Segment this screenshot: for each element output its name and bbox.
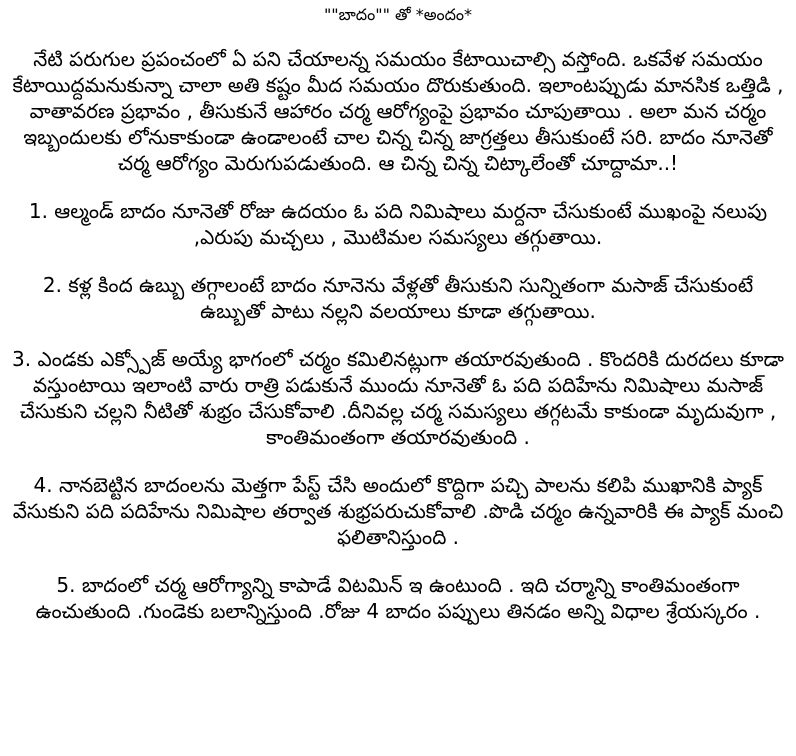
tip-5: 5. బాదంలో చర్మ ఆరోగ్యాన్ని కాపాడే విటమిన్ ఇ ఉంటుంది . ఇది చర్మాన్ని కాంతిమంతంగా ఉంచుతుంది .గుండెకు బలాన్నిస్తుంది .రోజు 4 బాదం పప్పులు తినడం అన్ని విధాల శ్రేయస్కరం . xyxy=(35,573,761,623)
tip-2: 2. కళ్ల కింద ఉబ్బు తగ్గాలంటే బాదం నూనెను వేళ్లతో తీసుకుని సున్నితంగా మసాజ్ చేసుకుంటే ఉబ్బుతో పాటు నల్లని వలయాలు కూడా తగ్గుతాయి. xyxy=(42,273,754,323)
tip-3: 3. ఎండకు ఎక్స్పోజ్ అయ్యే భాగంలో చర్మం కమిలినట్లుగా తయారవుతుంది . కొందరికి దురదలు కూడా వస్తుంటాయి ఇలాంటి వారు రాత్రి పడుకునే ముందు నూనెతో ఓ పది పదిహేను నిమిషాలు మసాజ్ చేసుకుని చల్లని నీటితో శుభ్రం చేసుకోవాలి .దీనివల్ల చర్మ సమస్యలు తగ్గటమే కాకుండా మృదువుగా , కాంతిమంతంగా తయారవుతుంది . xyxy=(12,347,784,449)
intro-paragraph: నేటి పరుగుల ప్రపంచంలో ఏ పని చేయాలన్న సమయం కేటాయిచాల్సి వస్తోంది. ఒకవేళ సమయం కేటాయిద్దమనుకున్నా చాలా అతి కష్టం మీద సమయం దొరుకుతుంది. ఇలాంటప్పుడు మానసిక ఒత్తిడి , వాతావరణ ప్రభావం , తీసుకునే ఆహారం చర్మ ఆరోగ్యంపై ప్రభావం చూపుతాయి . అలా మన చర్మం ఇబ్బందులకు లోనుకాకుండా ఉండాలంటే చాల చిన్న చిన్న జాగ్రత్తలు తీసుకుంటే సరి. బాదం నూనెతో చర్మ ఆరోగ్యం మెరుగుపడుతుంది. ఆ చిన్న చిన్న చిట్కాలేంతో చూద్దామా..! xyxy=(12,47,784,175)
tip-1: 1. ఆల్మండ్ బాదం నూనెతో రోజు ఉదయం ఓ పది నిమిషాలు మర్దనా చేసుకుంటే ముఖంపై నలుపు ,ఎరుపు మచ్చలు , మొటిమల సమస్యలు తగ్గుతాయి. xyxy=(28,199,768,249)
tip-4: 4. నానబెట్టిన బాదంలను మెత్తగా పేస్ట్ చేసి అందులో కొద్దిగా పచ్చి పాలను కలిపి ముఖానికి ప్యాక్ వేసుకుని పది పదిహేను నిమిషాల తర్వాత శుభ్రపరుచుకోవాలి .పొడి చర్మం ఉన్నవారికి ఈ ప్యాక్ మంచి ఫలితానిస్తుంది . xyxy=(12,473,784,549)
article-title: ""బాదం"" తో *అందం* xyxy=(323,5,473,24)
